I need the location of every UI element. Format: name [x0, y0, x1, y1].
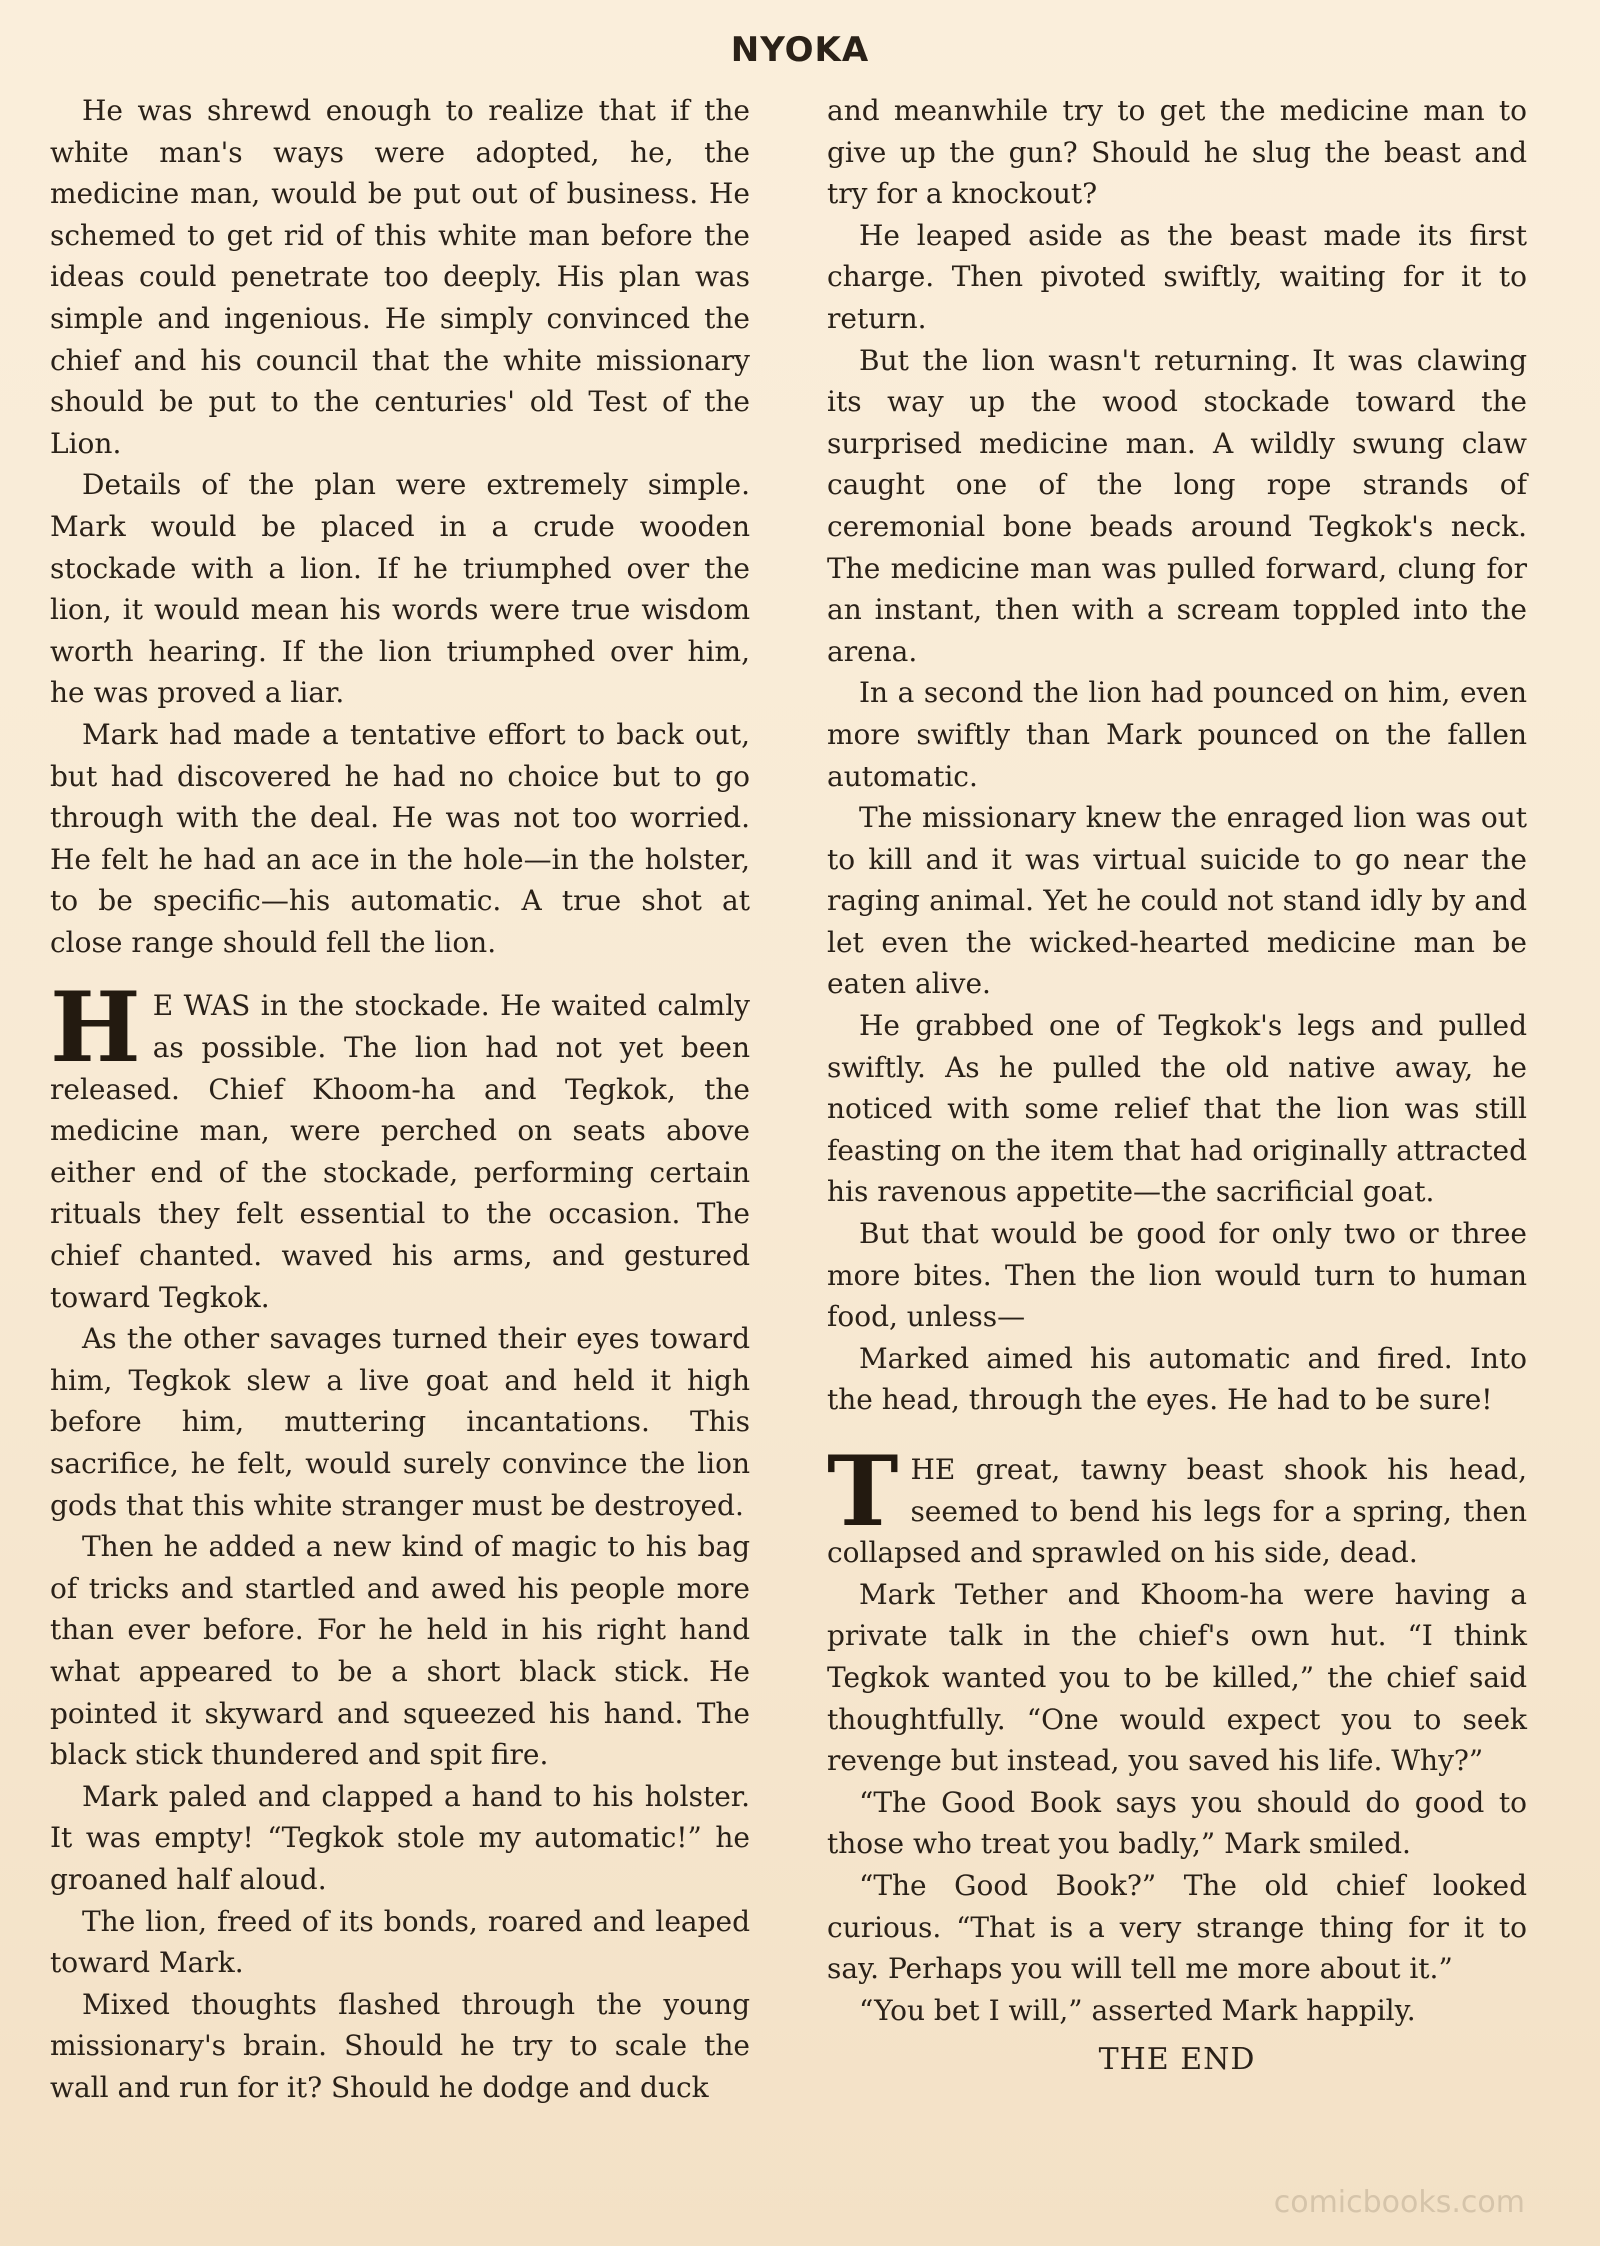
paragraph: Then he added a new kind of magic to his bag of tricks and startled and awed his people more than ever before. For he held in his right hand what appeared to be a short black stick. He pointed it skyward and squeezed his hand. The black stick thundered and spit fire. [50, 1530, 750, 1772]
drop-cap: T [827, 1435, 899, 1548]
paragraph: Marked aimed his automatic and fired. Into the head, through the eyes. He had to be sure! [827, 1341, 1527, 1417]
paragraph: “The Good Book?” The old chief looked curious. “That is a very strange thing for it to say. Perhaps you will tell me more about it.” [827, 1868, 1527, 1986]
paragraph: Details of the plan were extremely simple. Mark would be placed in a crude wooden stockade with a lion. If he triumphed over the lion, it would mean his words were true wisdom worth hearing. If the lion triumphed over him, he was proved a liar. [50, 468, 750, 710]
the-end: THE END [1098, 2042, 1256, 2078]
paragraph-text: HE great, tawny beast shook his head, seemed to bend his legs for a spring, then collapsed and sprawled on his side, dead. [827, 1453, 1527, 1570]
page-title: NYOKA [730, 30, 870, 70]
paragraph: Mixed thoughts flashed through the young missionary's brain. Should he try to scale the wall and run for it? Should he dodge and duck [50, 1987, 750, 2104]
paragraph: He was shrewd enough to realize that if the white man's ways were adopted, he, the medicine man, would be put out of business. He schemed to get rid of this white man before the ideas could penetrate too deeply. His plan was simple and ingenious. He simply convinced the chief and his council that the white missionary should be put to the centuries' old Test of the Lion. [50, 94, 750, 460]
paragraph: and meanwhile try to get the medicine man to give up the gun? Should he slug the beast and try for a knockout? [827, 94, 1527, 211]
paragraph: In a second the lion had pounced on him, even more swiftly than Mark pounced on the fallen automatic. [827, 676, 1527, 793]
paragraph: The missionary knew the enraged lion was out to kill and it was virtual suicide to go near the raging animal. Yet he could not stand idly by and let even the wicked-hearted medicine man be eaten alive. [827, 801, 1527, 1001]
drop-cap: H [50, 971, 141, 1085]
paragraph: Mark paled and clapped a hand to his holster. It was empty! “Tegkok stole my automatic!” he groaned half aloud. [50, 1779, 750, 1896]
paragraph: As the other savages turned their eyes toward him, Tegkok slew a live goat and held it high before him, muttering incantations. This sacrifice, he felt, would surely convince the lion gods that this white stranger must be destroyed. [50, 1322, 750, 1522]
paragraph: The lion, freed of its bonds, roared and leaped toward Mark. [50, 1904, 750, 1980]
paragraph: But the lion wasn't returning. It was clawing its way up the wood stockade toward the surprised medicine man. A wildly swung claw caught one of the long rope strands of ceremonial bone beads around Tegkok's neck. The medicine man was pulled forward, clung for an instant, then with a scream toppled into the arena. [827, 343, 1527, 668]
dropcap-paragraph [827, 1435, 1527, 1574]
paragraph: Mark had made a tentative effort to back out, but had discovered he had no choice but to go through with the deal. He was not too worried. He felt he had an ace in the hole—in the holster, to be specific—his automatic. A true shot at close range should fell the lion. [50, 717, 750, 959]
paragraph: But that would be good for only two or three more bites. Then the lion would turn to human food, unless— [827, 1217, 1527, 1334]
right-column [827, 90, 1527, 2081]
watermark: comicbooks.com [1273, 2185, 1525, 2220]
paragraph: He leaped aside as the beast made its first charge. Then pivoted swiftly, waiting for it to return. [827, 218, 1527, 335]
paragraph: “The Good Book says you should do good to those who treat you badly,” Mark smiled. [827, 1785, 1527, 1861]
paragraph: He grabbed one of Tegkok's legs and pulled swiftly. As he pulled the old native away, he noticed with some relief that the lion was still feasting on the item that had originally attracted his ravenous appetite—the sacrificial goat. [827, 1009, 1527, 1209]
left-column [50, 90, 750, 2109]
paragraph: Mark Tether and Khoom-ha were having a private talk in the chief's own hut. “I think Tegkok wanted you to be killed,” the chief said thoughtfully. “One would expect you to seek revenge but instead, you saved his life. Why?” [827, 1577, 1527, 1778]
dropcap-paragraph [50, 971, 750, 1318]
paragraph: “You bet I will,” asserted Mark happily. [859, 1993, 1416, 2027]
paragraph-text: E WAS in the stockade. He waited calmly as possible. The lion had not yet been released. Chief Khoom-ha and Tegkok, the medicine man, were perched on seats above either end of the stockade, performing certain rituals they felt essential to the occasion. The chief chanted. waved his arms, and gestured toward Tegkok. [50, 989, 750, 1314]
